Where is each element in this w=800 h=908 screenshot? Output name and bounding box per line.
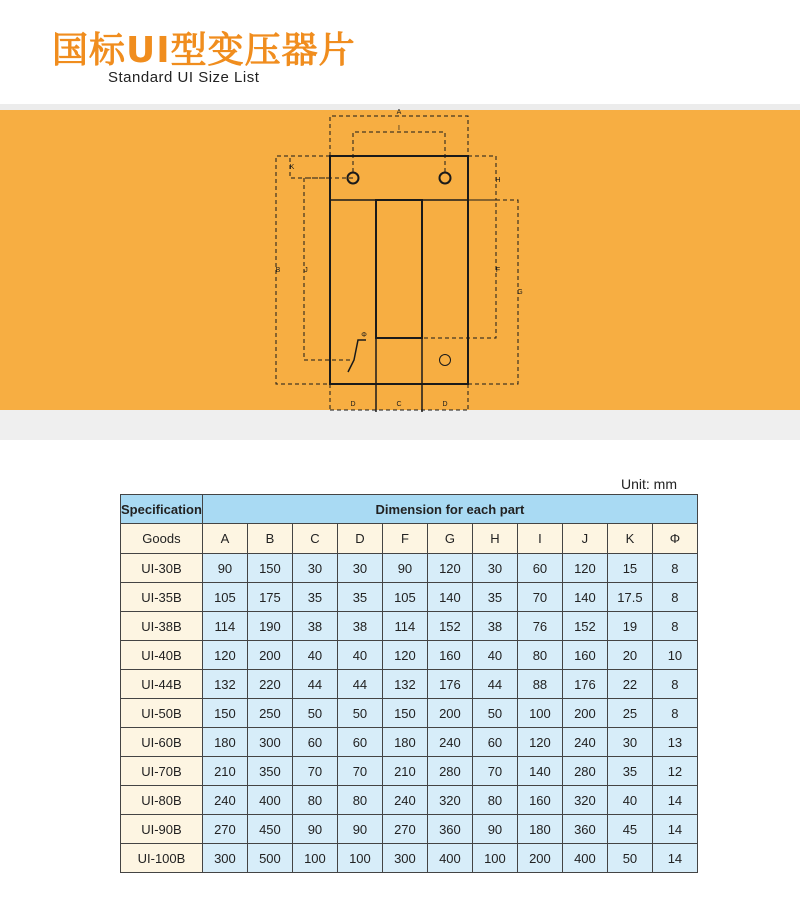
table-cell: 200 xyxy=(517,844,562,873)
row-model-name: UI-38B xyxy=(121,612,203,641)
table-cell: 40 xyxy=(607,786,652,815)
table-row xyxy=(121,554,698,583)
table-cell: 120 xyxy=(202,641,247,670)
column-header: B xyxy=(247,524,292,554)
table-cell: 160 xyxy=(517,786,562,815)
column-header: G xyxy=(427,524,472,554)
column-header-row xyxy=(121,524,698,554)
table-cell: 70 xyxy=(472,757,517,786)
table-cell: 180 xyxy=(382,728,427,757)
table-cell: 152 xyxy=(562,612,607,641)
column-header: H xyxy=(472,524,517,554)
table-cell: 80 xyxy=(292,786,337,815)
table-cell: 44 xyxy=(472,670,517,699)
table-row xyxy=(121,815,698,844)
column-header: A xyxy=(202,524,247,554)
row-model-name: UI-44B xyxy=(121,670,203,699)
table-cell: 38 xyxy=(472,612,517,641)
label-f: F xyxy=(495,267,501,274)
table-cell: 176 xyxy=(562,670,607,699)
table-cell: 270 xyxy=(382,815,427,844)
table-cell: 400 xyxy=(562,844,607,873)
dim-g xyxy=(468,200,518,384)
center-leg xyxy=(376,200,422,338)
table-cell: 80 xyxy=(472,786,517,815)
column-header: D xyxy=(337,524,382,554)
table-cell: 50 xyxy=(337,699,382,728)
label-a: A xyxy=(396,109,402,116)
table-cell: 280 xyxy=(427,757,472,786)
table-cell: 132 xyxy=(382,670,427,699)
table-cell: 175 xyxy=(247,583,292,612)
table-cell: 160 xyxy=(427,641,472,670)
table-cell: 8 xyxy=(652,670,697,699)
table-cell: 100 xyxy=(337,844,382,873)
ui-core-diagram xyxy=(0,104,800,414)
table-cell: 14 xyxy=(652,815,697,844)
table-cell: 200 xyxy=(247,641,292,670)
dim-h xyxy=(468,156,496,200)
dim-f xyxy=(422,200,496,338)
table-cell: 30 xyxy=(292,554,337,583)
row-model-name: UI-60B xyxy=(121,728,203,757)
table-cell: 40 xyxy=(337,641,382,670)
label-d-right: D xyxy=(442,401,448,408)
table-cell: 100 xyxy=(292,844,337,873)
dim-k xyxy=(290,156,330,178)
table-cell: 114 xyxy=(202,612,247,641)
label-k: K xyxy=(289,164,295,171)
table-cell: 400 xyxy=(427,844,472,873)
table-cell: 240 xyxy=(427,728,472,757)
table-cell: 500 xyxy=(247,844,292,873)
table-row xyxy=(121,728,698,757)
table-cell: 60 xyxy=(472,728,517,757)
table-cell: 35 xyxy=(472,583,517,612)
table-cell: 176 xyxy=(427,670,472,699)
table-cell: 210 xyxy=(202,757,247,786)
table-cell: 35 xyxy=(607,757,652,786)
column-header: J xyxy=(562,524,607,554)
row-model-name: UI-35B xyxy=(121,583,203,612)
table-cell: 88 xyxy=(517,670,562,699)
table-cell: 90 xyxy=(472,815,517,844)
divider-band-lower xyxy=(0,410,800,440)
table-cell: 8 xyxy=(652,554,697,583)
row-model-name: UI-40B xyxy=(121,641,203,670)
spec-header: Specification xyxy=(121,495,203,524)
table-cell: 60 xyxy=(517,554,562,583)
table-cell: 8 xyxy=(652,583,697,612)
table-cell: 8 xyxy=(652,699,697,728)
table-row xyxy=(121,757,698,786)
table-cell: 240 xyxy=(382,786,427,815)
u-core-outline xyxy=(330,156,468,384)
table-cell: 60 xyxy=(292,728,337,757)
table-cell: 38 xyxy=(337,612,382,641)
row-model-name: UI-50B xyxy=(121,699,203,728)
row-model-name: UI-100B xyxy=(121,844,203,873)
table-cell: 12 xyxy=(652,757,697,786)
header xyxy=(0,0,800,104)
label-c: C xyxy=(396,401,402,408)
table-cell: 120 xyxy=(382,641,427,670)
table-cell: 80 xyxy=(337,786,382,815)
table-cell: 100 xyxy=(517,699,562,728)
table-cell: 105 xyxy=(382,583,427,612)
column-header: Φ xyxy=(652,524,697,554)
table-cell: 14 xyxy=(652,844,697,873)
table-cell: 180 xyxy=(202,728,247,757)
goods-header: Goods xyxy=(121,524,203,554)
table-cell: 90 xyxy=(292,815,337,844)
table-row xyxy=(121,612,698,641)
table-cell: 90 xyxy=(382,554,427,583)
label-i: I xyxy=(398,125,400,132)
table-cell: 400 xyxy=(247,786,292,815)
table-row xyxy=(121,699,698,728)
table-cell: 270 xyxy=(202,815,247,844)
table-cell: 76 xyxy=(517,612,562,641)
table-cell: 160 xyxy=(562,641,607,670)
column-header: F xyxy=(382,524,427,554)
table-cell: 240 xyxy=(202,786,247,815)
table-cell: 38 xyxy=(292,612,337,641)
table-cell: 30 xyxy=(607,728,652,757)
dimension-table xyxy=(120,494,698,873)
table-row xyxy=(121,583,698,612)
table-cell: 13 xyxy=(652,728,697,757)
table-cell: 70 xyxy=(337,757,382,786)
table-cell: 60 xyxy=(337,728,382,757)
table-cell: 25 xyxy=(607,699,652,728)
column-header: C xyxy=(292,524,337,554)
table-cell: 40 xyxy=(472,641,517,670)
column-header: K xyxy=(607,524,652,554)
row-model-name: UI-90B xyxy=(121,815,203,844)
table-cell: 210 xyxy=(382,757,427,786)
label-b: B xyxy=(275,267,281,274)
table-row xyxy=(121,844,698,873)
row-model-name: UI-70B xyxy=(121,757,203,786)
table-cell: 70 xyxy=(292,757,337,786)
table-cell: 120 xyxy=(562,554,607,583)
table-cell: 45 xyxy=(607,815,652,844)
label-g: G xyxy=(517,289,523,296)
table-cell: 90 xyxy=(337,815,382,844)
table-cell: 320 xyxy=(427,786,472,815)
dim-i xyxy=(353,132,445,172)
table-cell: 450 xyxy=(247,815,292,844)
table-cell: 240 xyxy=(562,728,607,757)
dim-a xyxy=(330,116,468,156)
page-subtitle: Standard UI Size List xyxy=(108,69,260,86)
label-phi: Φ xyxy=(361,332,367,339)
table-cell: 20 xyxy=(607,641,652,670)
table-cell: 180 xyxy=(517,815,562,844)
table-cell: 200 xyxy=(562,699,607,728)
table-cell: 360 xyxy=(427,815,472,844)
table-cell: 120 xyxy=(427,554,472,583)
table-cell: 350 xyxy=(247,757,292,786)
table-cell: 44 xyxy=(292,670,337,699)
table-cell: 360 xyxy=(562,815,607,844)
table-cell: 50 xyxy=(607,844,652,873)
dim-j xyxy=(304,178,353,360)
label-j: J xyxy=(304,267,308,274)
table-cell: 280 xyxy=(562,757,607,786)
table-cell: 50 xyxy=(292,699,337,728)
table-cell: 50 xyxy=(472,699,517,728)
row-model-name: UI-80B xyxy=(121,786,203,815)
table-cell: 120 xyxy=(517,728,562,757)
table-cell: 30 xyxy=(337,554,382,583)
unit-label: Unit: mm xyxy=(621,476,677,492)
dim-b xyxy=(276,156,330,384)
dimension-title: Dimension for each part xyxy=(202,495,697,524)
table-cell: 15 xyxy=(607,554,652,583)
table-cell: 30 xyxy=(472,554,517,583)
table-cell: 150 xyxy=(382,699,427,728)
table-cell: 190 xyxy=(247,612,292,641)
table-cell: 300 xyxy=(202,844,247,873)
table-cell: 14 xyxy=(652,786,697,815)
table-row xyxy=(121,670,698,699)
table-cell: 44 xyxy=(337,670,382,699)
row-model-name: UI-30B xyxy=(121,554,203,583)
column-header: I xyxy=(517,524,562,554)
table-cell: 100 xyxy=(472,844,517,873)
phi-leader xyxy=(348,340,366,372)
table-cell: 140 xyxy=(427,583,472,612)
table-cell: 8 xyxy=(652,612,697,641)
table-cell: 90 xyxy=(202,554,247,583)
table-cell: 152 xyxy=(427,612,472,641)
table-row xyxy=(121,786,698,815)
table-cell: 250 xyxy=(247,699,292,728)
table-cell: 320 xyxy=(562,786,607,815)
table-cell: 132 xyxy=(202,670,247,699)
table-cell: 300 xyxy=(247,728,292,757)
table-cell: 300 xyxy=(382,844,427,873)
label-d-left: D xyxy=(350,401,356,408)
table-cell: 10 xyxy=(652,641,697,670)
table-cell: 114 xyxy=(382,612,427,641)
table-cell: 19 xyxy=(607,612,652,641)
table-cell: 140 xyxy=(562,583,607,612)
mount-hole-right xyxy=(440,173,451,184)
mount-hole-bottom xyxy=(440,355,451,366)
page-title: 国标UI型变压器片 xyxy=(52,30,356,71)
table-cell: 70 xyxy=(517,583,562,612)
table-cell: 40 xyxy=(292,641,337,670)
table-cell: 22 xyxy=(607,670,652,699)
table-cell: 105 xyxy=(202,583,247,612)
table-row xyxy=(121,641,698,670)
table-cell: 35 xyxy=(292,583,337,612)
table-cell: 80 xyxy=(517,641,562,670)
table-cell: 150 xyxy=(247,554,292,583)
table-cell: 200 xyxy=(427,699,472,728)
table-cell: 140 xyxy=(517,757,562,786)
table-cell: 35 xyxy=(337,583,382,612)
table-cell: 220 xyxy=(247,670,292,699)
table-cell: 17.5 xyxy=(607,583,652,612)
label-h: H xyxy=(495,177,501,184)
table-cell: 150 xyxy=(202,699,247,728)
